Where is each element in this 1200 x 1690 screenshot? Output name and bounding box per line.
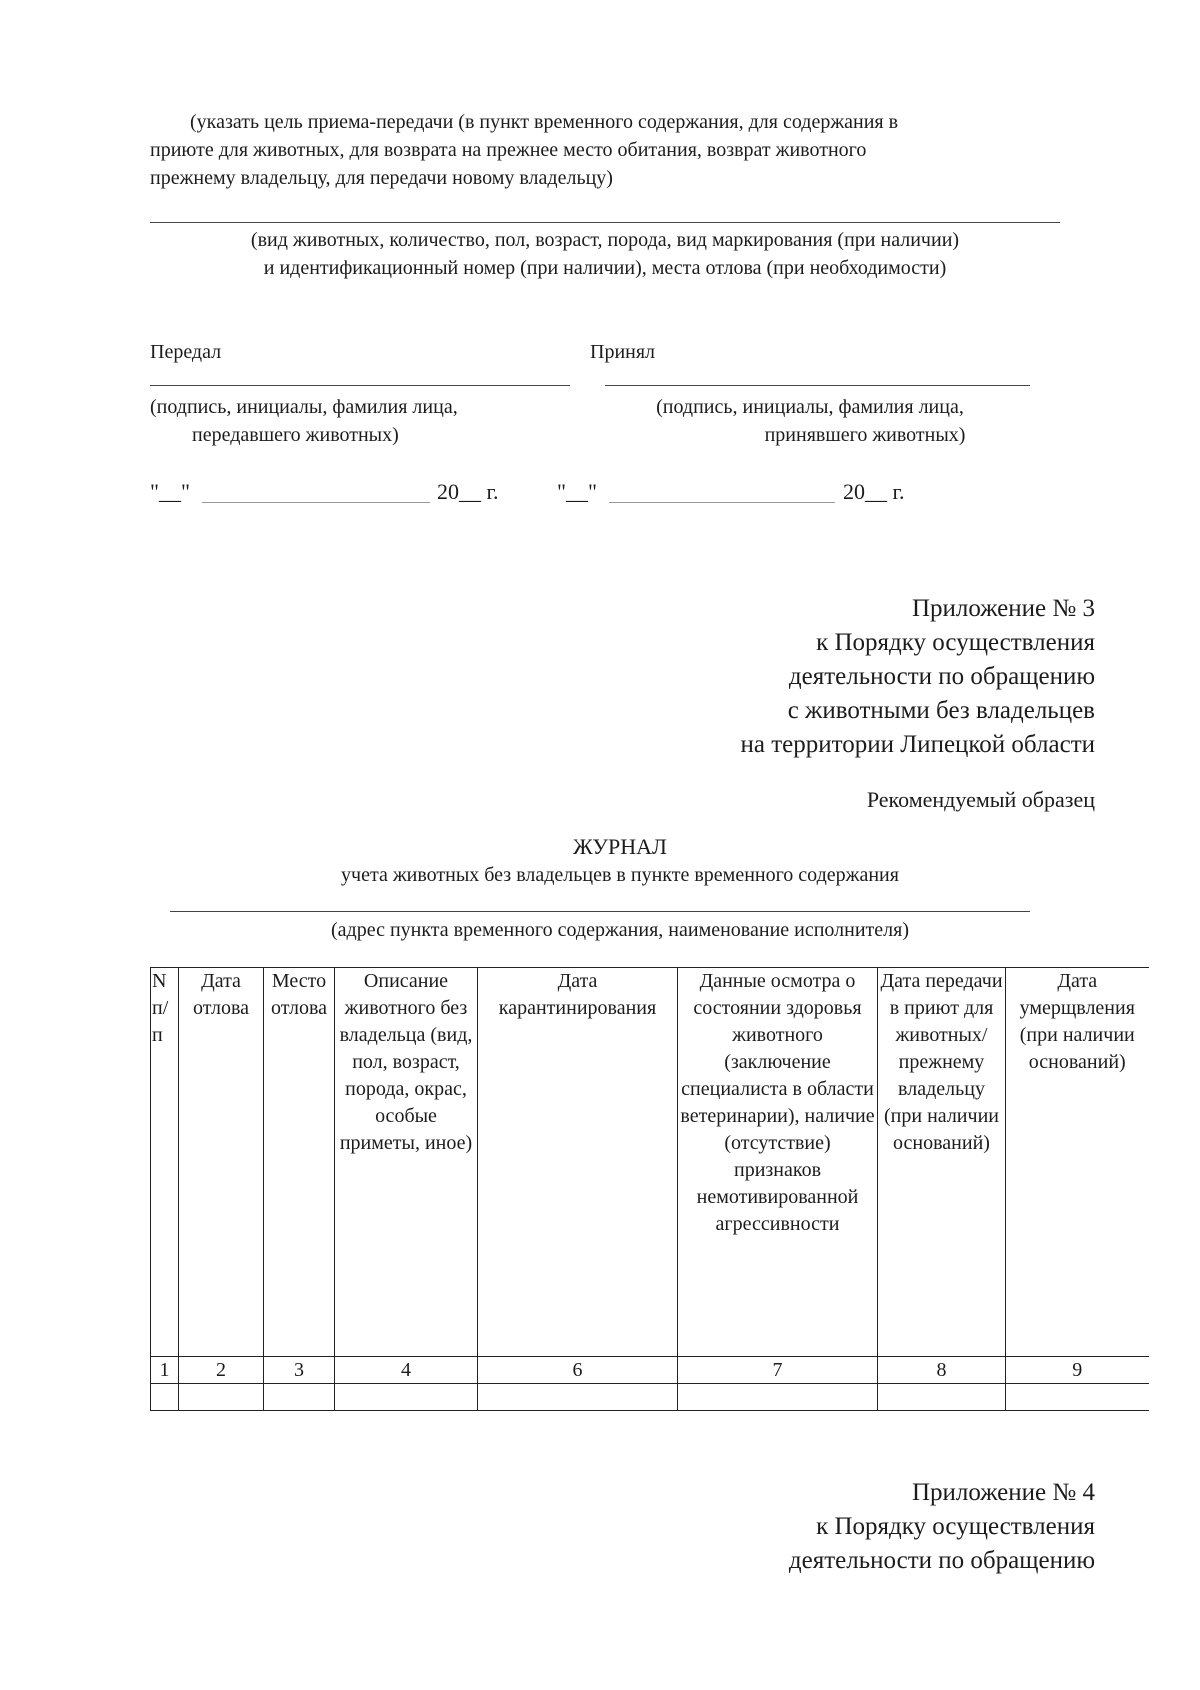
- col-catch-place-index: 3: [264, 1357, 335, 1384]
- col-number-header: N п/п: [151, 968, 179, 1357]
- handed-signature-line: [150, 385, 570, 386]
- received-caption-line2: принявшего животных): [764, 424, 966, 446]
- col-euthanasia-date-header: Дата умерщвления (при наличии оснований): [1006, 968, 1149, 1357]
- empty-cell[interactable]: [264, 1384, 335, 1411]
- purpose-note: [150, 108, 1090, 192]
- purpose-note-line3: прежнему владельцу, для передачи новому владельцу): [150, 167, 613, 189]
- empty-cell[interactable]: [878, 1384, 1006, 1411]
- handed-date-quote: "__": [150, 479, 190, 504]
- col-transfer-date-header: Дата передачи в приют для животных/ прежнему владельцу (при наличии оснований): [878, 968, 1006, 1357]
- appendix3-line3: деятельности по обращению: [788, 663, 1095, 690]
- received-date-line: [609, 502, 835, 503]
- appendix4-line2: к Порядку осуществления: [816, 1513, 1095, 1540]
- empty-cell[interactable]: [478, 1384, 678, 1411]
- received-date-quote: "__": [557, 479, 597, 504]
- col-quarantine-date-header: Дата карантинирования: [478, 968, 678, 1357]
- empty-cell[interactable]: [179, 1384, 264, 1411]
- empty-cell[interactable]: [678, 1384, 878, 1411]
- col-euthanasia-date-index: 9: [1006, 1357, 1149, 1384]
- table-row: [151, 1384, 1149, 1411]
- appendix3-line2: к Порядку осуществления: [816, 629, 1095, 656]
- appendix3-line5: на территории Липецкой области: [740, 731, 1095, 758]
- empty-cell[interactable]: [151, 1384, 179, 1411]
- journal-title: ЖУРНАЛ: [573, 834, 667, 859]
- appendix4-header: [560, 1476, 1095, 1578]
- handed-caption: [150, 393, 570, 449]
- handed-caption-line2: передавшего животных): [192, 424, 399, 446]
- col-catch-place-header: Место отлова: [264, 968, 335, 1357]
- col-description-header: Описание животного без владельца (вид, пол, возраст, порода, окрас, особые приметы, иное): [335, 968, 478, 1357]
- received-caption-line1: (подпись, инициалы, фамилия лица,: [656, 396, 964, 418]
- animal-fill-line: [150, 222, 1060, 223]
- table-number-row: [151, 1357, 1149, 1384]
- empty-cell[interactable]: [335, 1384, 478, 1411]
- received-caption: [590, 393, 1030, 449]
- handed-date-line: [202, 502, 430, 503]
- col-number-index: 1: [151, 1357, 179, 1384]
- animal-note-line2: и идентификационный номер (при наличии), места отлова (при необходимости): [263, 257, 947, 279]
- received-signature-line: [605, 385, 1030, 386]
- col-description-index: 4: [335, 1357, 478, 1384]
- handed-label: Передал: [150, 341, 222, 363]
- purpose-note-line2: приюте для животных, для возврата на прежнее место обитания, возврат животного: [150, 139, 867, 161]
- appendix4-line1: Приложение № 4: [911, 1479, 1095, 1506]
- purpose-note-line1: (указать цель приема-передачи (в пункт временного содержания, для содержания в: [190, 111, 899, 133]
- appendix3-line1: Приложение № 3: [911, 595, 1095, 622]
- animal-note-line1: (вид животных, количество, пол, возраст, порода, вид маркирования (при наличии): [250, 229, 960, 251]
- received-label: Принял: [590, 341, 656, 363]
- address-fill-line: [170, 911, 1030, 912]
- handed-date-year: 20__ г.: [437, 479, 499, 504]
- handed-caption-line1: (подпись, инициалы, фамилия лица,: [150, 396, 458, 418]
- address-caption: (адрес пункта временного содержания, наименование исполнителя): [330, 919, 910, 941]
- appendix3-header: [560, 592, 1095, 762]
- col-inspection-header: Данные осмотра о состоянии здоровья животного (заключение специалиста в области ветеринарии), наличие (отсутствие) признаков немотивированной агрессивности: [678, 968, 878, 1357]
- empty-cell[interactable]: [1006, 1384, 1149, 1411]
- col-quarantine-date-index: 6: [478, 1357, 678, 1384]
- journal-subtitle: учета животных без владельцев в пункте временного содержания: [341, 864, 899, 886]
- col-inspection-index: 7: [678, 1357, 878, 1384]
- received-date-year: 20__ г.: [843, 479, 905, 504]
- recommended-sample: Рекомендуемый образец: [866, 787, 1095, 812]
- table-header-row: [151, 968, 1149, 1357]
- journal-table: [150, 967, 1149, 1411]
- col-catch-date-header: Дата отлова: [179, 968, 264, 1357]
- appendix3-line4: с животными без владельцев: [787, 697, 1095, 724]
- animal-note: [150, 226, 1060, 282]
- appendix4-line3: деятельности по обращению: [788, 1547, 1095, 1574]
- col-transfer-date-index: 8: [878, 1357, 1006, 1384]
- col-catch-date-index: 2: [179, 1357, 264, 1384]
